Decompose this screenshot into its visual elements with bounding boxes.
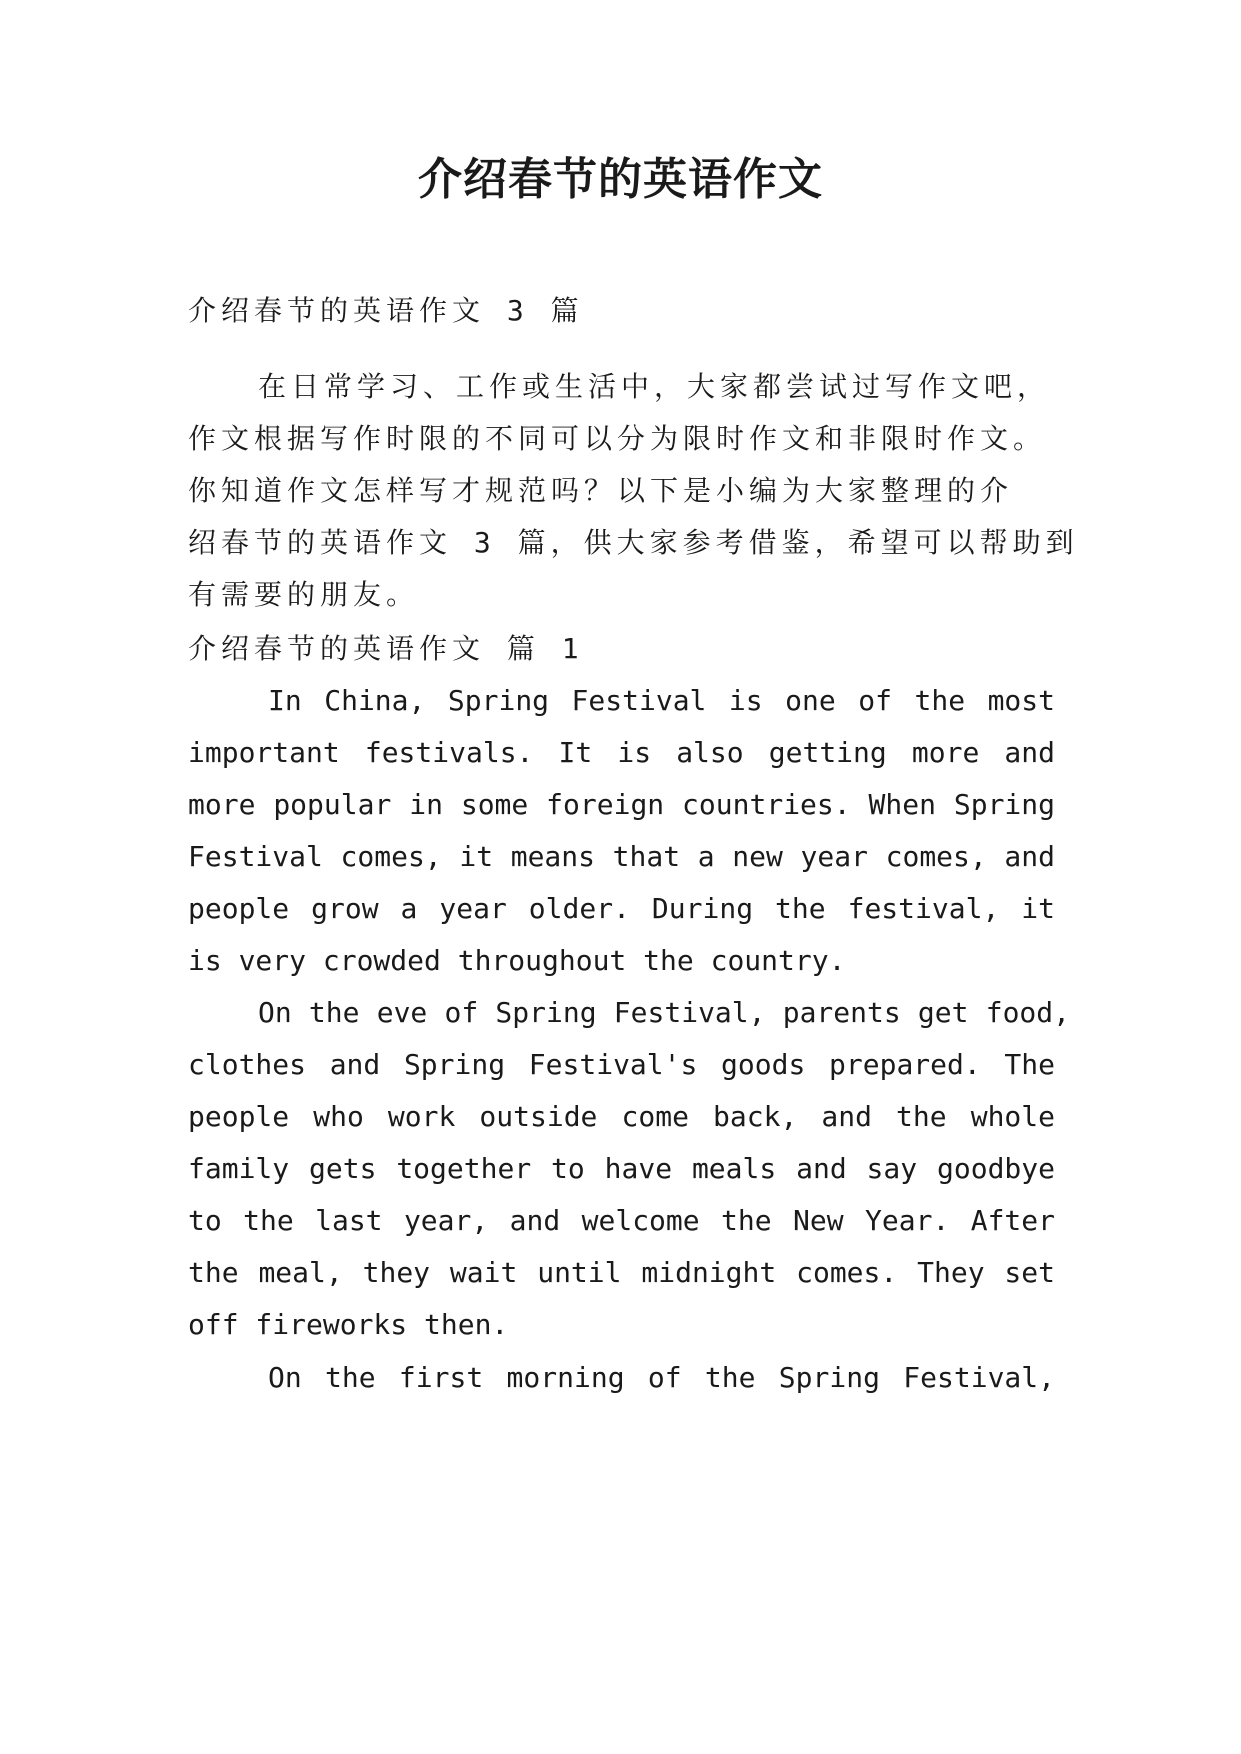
document-subtitle: 介绍春节的英语作文 3 篇: [188, 294, 584, 327]
paragraph1-line-6: is very crowded throughout the country.: [188, 944, 846, 977]
paragraph2-line-5: to the last year, and welcome the New Year. After: [188, 1204, 1055, 1237]
paragraph1-line-3: more popular in some foreign countries. When Spring: [188, 788, 1055, 821]
paragraph2-line-1: On the eve of Spring Festival, parents get food,: [258, 996, 1070, 1029]
paragraph1-line-5: people grow a year older. During the festival, it: [188, 892, 1055, 925]
intro-line-2: 作文根据写作时限的不同可以分为限时作文和非限时作文。: [188, 422, 1047, 455]
paragraph3-line-1: On the first morning of the Spring Festival,: [268, 1361, 1055, 1394]
paragraph2-line-6: the meal, they wait until midnight comes. They set: [188, 1256, 1055, 1289]
intro-line-5: 有需要的朋友。: [188, 578, 420, 611]
intro-line-3: 你知道作文怎样写才规范吗？以下是小编为大家整理的介: [188, 474, 1014, 507]
paragraph2-line-2: clothes and Spring Festival's goods prepared. The: [188, 1048, 1055, 1081]
document-title: 介绍春节的英语作文: [418, 154, 823, 205]
paragraph1-line-4: Festival comes, it means that a new year comes, and: [188, 840, 1055, 873]
intro-line-4: 绍春节的英语作文 3 篇，供大家参考借鉴，希望可以帮助到: [188, 526, 1079, 559]
paragraph1-line-2: important festivals. It is also getting more and: [188, 736, 1055, 769]
paragraph2-line-7: off fireworks then.: [188, 1308, 509, 1341]
intro-line-1: 在日常学习、工作或生活中，大家都尝试过写作文吧，: [258, 370, 1051, 403]
section-heading: 介绍春节的英语作文 篇 1: [188, 632, 584, 665]
paragraph1-line-1: In China, Spring Festival is one of the most: [268, 684, 1055, 717]
paragraph2-line-3: people who work outside come back, and the whole: [188, 1100, 1055, 1133]
paragraph2-line-4: family gets together to have meals and say goodbye: [188, 1152, 1055, 1185]
